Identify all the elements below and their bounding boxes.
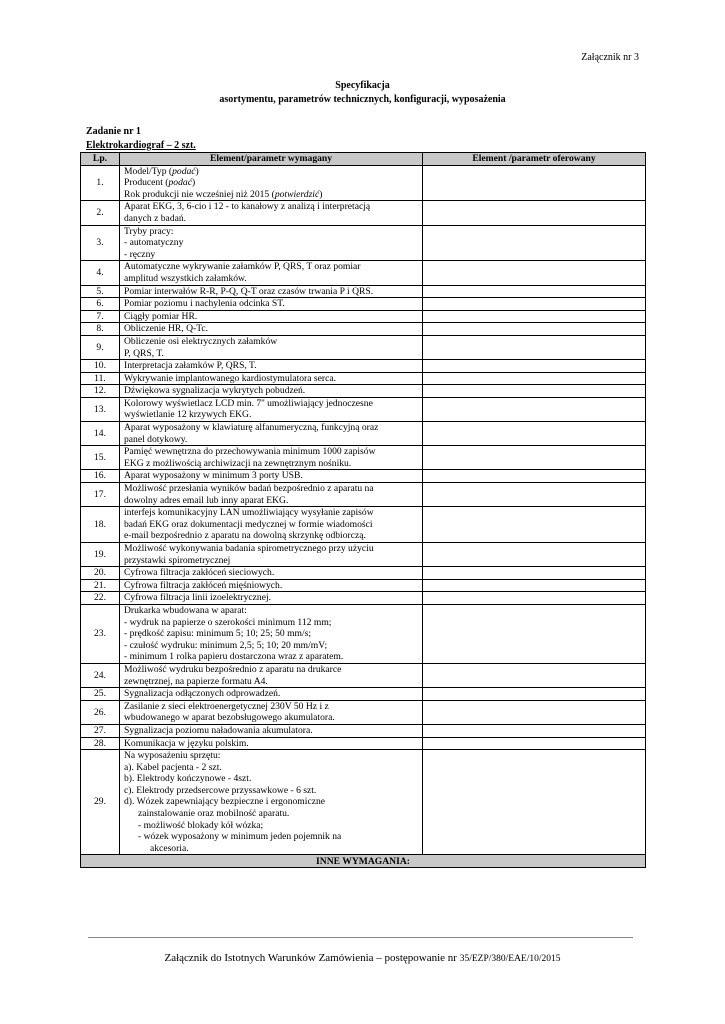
parameter-line	[124, 398, 418, 410]
offered-parameter-cell[interactable]	[423, 298, 646, 311]
parameter-line	[124, 750, 418, 762]
required-parameter	[120, 372, 423, 385]
table-row	[81, 446, 646, 470]
table-row	[81, 507, 646, 543]
parameter-line	[124, 226, 418, 238]
offered-parameter-cell[interactable]	[423, 165, 646, 201]
offered-parameter-cell[interactable]	[423, 225, 646, 261]
text-segment: Aparat wyposażony w minimum 3 porty USB.	[124, 470, 303, 482]
text-segment: badań EKG oraz dokumentacji medycznej w formie wiadomości	[124, 518, 373, 530]
footer-text: Załącznik do Istotnych Warunków Zamówienia – postępowanie nr	[164, 952, 457, 964]
row-number: 7.	[81, 310, 120, 323]
parameter-line	[124, 201, 418, 213]
offered-parameter-cell[interactable]	[423, 543, 646, 567]
required-parameter	[120, 470, 423, 483]
offered-parameter-cell[interactable]	[423, 507, 646, 543]
parameter-line	[124, 820, 418, 832]
parameter-line	[124, 712, 418, 724]
text-segment: e-mail bezpośrednio z aparatu na dowolną skrzynkę odbiorczą.	[124, 530, 366, 542]
table-row	[81, 298, 646, 311]
table-row	[81, 483, 646, 507]
header-offered: Element /parametr oferowany	[423, 153, 646, 166]
table-row	[81, 201, 646, 225]
parameter-line	[124, 261, 418, 273]
row-number: 20.	[81, 567, 120, 580]
text-segment: - wydruk na papierze o szerokości minimum 112 mm;	[124, 616, 332, 628]
table-row	[81, 579, 646, 592]
text-segment: - automatyczny	[124, 237, 184, 249]
required-parameter	[120, 567, 423, 580]
table-row	[81, 543, 646, 567]
required-parameter	[120, 483, 423, 507]
parameter-line	[124, 688, 418, 700]
row-number: 14.	[81, 422, 120, 446]
offered-parameter-cell[interactable]	[423, 360, 646, 373]
task-label: Zadanie nr 1	[86, 126, 141, 137]
parameter-line	[124, 434, 418, 446]
footer-case-number: 35/EZP/380/EAE/10/2015	[459, 954, 561, 964]
required-parameter	[120, 360, 423, 373]
offered-parameter-cell[interactable]	[423, 604, 646, 663]
table-row	[81, 750, 646, 855]
row-number: 4.	[81, 261, 120, 285]
title-line-1: Specyfikacja	[335, 80, 390, 91]
text-segment: Dźwiękowa sygnalizacja wykrytych pobudzeń.	[124, 385, 306, 397]
row-number: 19.	[81, 543, 120, 567]
table-row	[81, 261, 646, 285]
text-segment: akcesoria.	[150, 842, 189, 854]
offered-parameter-cell[interactable]	[423, 397, 646, 421]
text-segment: Sygnalizacja odłączonych odprowadzeń.	[124, 688, 281, 700]
text-segment: Zasilanie z sieci elektroenergetycznej 230V 50 Hz i z	[124, 700, 329, 712]
required-parameter	[120, 592, 423, 605]
text-segment: )	[195, 165, 199, 177]
parameter-line	[124, 213, 418, 225]
table-row	[81, 385, 646, 398]
offered-parameter-cell[interactable]	[423, 567, 646, 580]
row-number: 18.	[81, 507, 120, 543]
offered-parameter-cell[interactable]	[423, 285, 646, 298]
table-row	[81, 700, 646, 724]
parameter-line	[124, 762, 418, 774]
offered-parameter-cell[interactable]	[423, 310, 646, 323]
row-number: 8.	[81, 323, 120, 336]
required-parameter	[120, 700, 423, 724]
parameter-line	[124, 785, 418, 797]
offered-parameter-cell[interactable]	[423, 663, 646, 687]
text-segment: amplitud wszystkich załamków.	[124, 272, 247, 284]
row-number: 24.	[81, 663, 120, 687]
text-segment: - wózek wyposażony w minimum jeden pojemnik na	[138, 831, 342, 843]
row-number: 6.	[81, 298, 120, 311]
text-segment: Możliwość wydruku bezpośrednio z aparatu na drukarce	[124, 663, 342, 675]
offered-parameter-cell[interactable]	[423, 470, 646, 483]
required-parameter	[120, 310, 423, 323]
row-number: 25.	[81, 688, 120, 701]
table-row	[81, 592, 646, 605]
table-row	[81, 567, 646, 580]
required-parameter	[120, 663, 423, 687]
parameter-line	[124, 640, 418, 652]
required-parameter	[120, 579, 423, 592]
table-row	[81, 724, 646, 737]
table-row	[81, 323, 646, 336]
parameter-line	[124, 664, 418, 676]
text-segment: Aparat wyposażony w klawiaturę alfanumeryczną, funkcyjną oraz	[124, 422, 379, 434]
offered-parameter-cell[interactable]	[423, 335, 646, 359]
text-segment: Pomiar interwałów R-R, P-Q, Q-T oraz czasów trwania P i QRS.	[124, 285, 374, 297]
text-segment: c). Elektrody przedsercowe przyssawkowe - 6 szt.	[124, 784, 317, 796]
text-segment: b). Elektrody kończynowe - 4szt.	[124, 773, 252, 785]
header-required: Element/parametr wymagany	[120, 153, 423, 166]
required-parameter	[120, 335, 423, 359]
row-number: 23.	[81, 604, 120, 663]
header-lp: Lp.	[81, 153, 120, 166]
table-row	[81, 335, 646, 359]
text-segment: Cyfrowa filtracja linii izoelektrycznej.	[124, 592, 272, 604]
table-row	[81, 422, 646, 446]
required-parameter	[120, 724, 423, 737]
parameter-line	[124, 348, 418, 360]
row-number: 5.	[81, 285, 120, 298]
row-number: 1.	[81, 165, 120, 201]
parameter-line	[124, 422, 418, 434]
table-row	[81, 604, 646, 663]
parameter-line	[124, 360, 418, 372]
task-heading	[86, 125, 196, 153]
parameter-line	[124, 189, 418, 201]
table-header-row	[81, 153, 646, 166]
text-segment: wbudowanego w aparat bezobsługowego akumulatora.	[124, 712, 335, 724]
parameter-line	[124, 843, 418, 855]
text-segment: P, QRS, T.	[124, 347, 164, 359]
parameter-line	[124, 543, 418, 555]
parameter-line	[124, 519, 418, 531]
required-parameter	[120, 165, 423, 201]
text-segment: interfejs komunikacyjny LAN umożliwiający wysyłanie zapisów	[124, 507, 374, 519]
parameter-line	[124, 273, 418, 285]
device-name: Elektrokardiograf – 2 szt.	[86, 140, 196, 151]
table-row	[81, 360, 646, 373]
row-number: 11.	[81, 372, 120, 385]
table-row	[81, 165, 646, 201]
row-number: 3.	[81, 225, 120, 261]
offered-parameter-cell[interactable]	[423, 737, 646, 750]
text-segment: dowolny adres email lub inny aparat EKG.	[124, 494, 289, 506]
row-number: 17.	[81, 483, 120, 507]
parameter-line	[124, 373, 418, 385]
required-parameter	[120, 201, 423, 225]
parameter-line	[124, 530, 418, 542]
parameter-line	[124, 249, 418, 261]
row-number: 27.	[81, 724, 120, 737]
text-segment: Pomiar poziomu i nachylenia odcinka ST.	[124, 298, 285, 310]
text-segment: Kolorowy wyświetlacz LCD min. 7'' umożliwiający jednoczesne	[124, 397, 373, 409]
parameter-line	[124, 507, 418, 519]
page-footer	[0, 952, 725, 964]
parameter-line	[124, 796, 418, 808]
parameter-line	[124, 592, 418, 604]
parameter-line	[124, 651, 418, 663]
emphasis-text: podać	[168, 177, 192, 189]
text-segment: Komunikacja w języku polskim.	[124, 737, 249, 749]
text-segment: Możliwość wykonywania badania spirometrycznego przy użyciu	[124, 543, 374, 554]
row-number: 26.	[81, 700, 120, 724]
offered-parameter-cell[interactable]	[423, 750, 646, 855]
offered-parameter-cell[interactable]	[423, 201, 646, 225]
text-segment: Sygnalizacja poziomu naładowania akumulatora.	[124, 724, 313, 736]
text-segment: Model/Typ (	[124, 165, 173, 177]
parameter-line	[124, 446, 418, 458]
text-segment: panel dotykowy.	[124, 433, 188, 445]
row-number: 9.	[81, 335, 120, 359]
parameter-line	[124, 237, 418, 249]
offered-parameter-cell[interactable]	[423, 592, 646, 605]
required-parameter	[120, 225, 423, 261]
table-row	[81, 285, 646, 298]
parameter-line	[124, 166, 418, 178]
table-row	[81, 372, 646, 385]
table-row	[81, 470, 646, 483]
parameter-line	[124, 336, 418, 348]
required-parameter	[120, 750, 423, 855]
required-parameter	[120, 446, 423, 470]
text-segment: )	[191, 177, 196, 189]
text-segment: zewnętrznej, na papierze formatu A4.	[124, 675, 268, 687]
offered-parameter-cell[interactable]	[423, 385, 646, 398]
offered-parameter-cell[interactable]	[423, 323, 646, 336]
required-parameter	[120, 385, 423, 398]
text-segment: Interpretacja załamków P, QRS, T.	[124, 360, 257, 372]
text-segment: zainstalowanie oraz mobilność aparatu.	[138, 808, 290, 820]
required-parameter	[120, 688, 423, 701]
text-segment: d). Wózek zapewniający bezpieczne i ergonomiczne	[124, 796, 326, 808]
row-number: 15.	[81, 446, 120, 470]
parameter-line	[124, 628, 418, 640]
parameter-line	[124, 580, 418, 592]
text-segment: wyświetlanie 12 krzywych EKG.	[124, 409, 252, 421]
text-segment: Pamięć wewnętrzna do przechowywania minimum 1000 zapisów	[124, 446, 376, 458]
required-parameter	[120, 261, 423, 285]
offered-parameter-cell[interactable]	[423, 261, 646, 285]
text-segment: Automatyczne wykrywanie załamków P, QRS, T oraz pomiar	[124, 261, 361, 273]
row-number: 13.	[81, 397, 120, 421]
table-row	[81, 397, 646, 421]
document-title	[0, 79, 725, 107]
required-parameter	[120, 737, 423, 750]
parameter-line	[124, 738, 418, 750]
parameter-line	[124, 177, 418, 189]
footer-divider	[88, 937, 633, 938]
text-segment: Producent (	[124, 177, 169, 189]
text-segment: Aparat EKG, 3, 6-cio i 12 - to kanałowy z analizą i interpretacją	[124, 201, 371, 213]
parameter-line	[124, 495, 418, 507]
table-row	[81, 310, 646, 323]
parameter-line	[124, 567, 418, 579]
text-segment: Wykrywanie implantowanego kardiostymulatora serca.	[124, 372, 337, 384]
text-segment: przystawki spirometrycznej	[124, 554, 231, 566]
required-parameter	[120, 422, 423, 446]
text-segment: a). Kabel pacjenta - 2 szt.	[124, 761, 222, 773]
text-segment: Obliczenie HR, Q-Tc.	[124, 323, 209, 335]
required-parameter	[120, 543, 423, 567]
text-segment: danych z badań.	[124, 212, 187, 224]
parameter-line	[124, 831, 418, 843]
parameter-line	[124, 701, 418, 713]
attachment-label: Załącznik nr 3	[581, 52, 639, 63]
other-requirements-label: INNE WYMAGANIA:	[81, 855, 646, 868]
text-segment: Cyfrowa filtracja zakłóceń mięśniowych.	[124, 579, 283, 591]
text-segment: - ręczny	[124, 248, 156, 260]
required-parameter	[120, 285, 423, 298]
parameter-line	[124, 409, 418, 421]
text-segment: - prędkość zapisu: minimum 5; 10; 25; 50 mm/s;	[124, 628, 312, 640]
parameter-line	[124, 808, 418, 820]
parameter-line	[124, 311, 418, 323]
offered-parameter-cell[interactable]	[423, 688, 646, 701]
parameter-line	[124, 483, 418, 495]
table-row	[81, 688, 646, 701]
text-segment: Drukarka wbudowana w aparat:	[124, 604, 247, 616]
text-segment: - minimum 1 rolka papieru dostarczona wraz z aparatem.	[124, 651, 344, 663]
row-number: 21.	[81, 579, 120, 592]
parameter-line	[124, 617, 418, 629]
offered-parameter-cell[interactable]	[423, 579, 646, 592]
offered-parameter-cell[interactable]	[423, 446, 646, 470]
text-segment: Cyfrowa filtracja zakłóceń sieciowych.	[124, 567, 275, 579]
parameter-line	[124, 323, 418, 335]
text-segment: Możliwość przesłania wyników badań bezpośrednio z aparatu na	[124, 483, 374, 495]
offered-parameter-cell[interactable]	[423, 372, 646, 385]
text-segment: EKG z możliwością archiwizacji na zewnętrznym nośniku.	[124, 457, 352, 469]
parameter-line	[124, 385, 418, 397]
specification-table	[80, 152, 646, 868]
row-number: 28.	[81, 737, 120, 750]
table-row	[81, 225, 646, 261]
parameter-line	[124, 298, 418, 310]
parameter-line	[124, 676, 418, 688]
required-parameter	[120, 397, 423, 421]
text-segment: - czułość wydruku: minimum 2,5; 5; 10; 20 mm/mV;	[124, 639, 328, 651]
other-requirements-row	[81, 855, 646, 868]
parameter-line	[124, 458, 418, 470]
row-number: 29.	[81, 750, 120, 855]
required-parameter	[120, 323, 423, 336]
parameter-line	[124, 773, 418, 785]
table-row	[81, 663, 646, 687]
row-number: 22.	[81, 592, 120, 605]
text-segment: Ciągły pomiar HR.	[124, 310, 198, 322]
parameter-line	[124, 725, 418, 737]
row-number: 2.	[81, 201, 120, 225]
parameter-line	[124, 470, 418, 482]
text-segment: Obliczenie osi elektrycznych załamków	[124, 335, 278, 347]
text-segment: Rok produkcji nie wcześniej niż 2015 (	[124, 188, 275, 200]
required-parameter	[120, 604, 423, 663]
title-line-2: asortymentu, parametrów technicznych, konfiguracji, wyposażenia	[219, 94, 506, 105]
text-segment: )	[319, 188, 323, 200]
parameter-line	[124, 605, 418, 617]
offered-parameter-cell[interactable]	[423, 422, 646, 446]
offered-parameter-cell[interactable]	[423, 724, 646, 737]
offered-parameter-cell[interactable]	[423, 700, 646, 724]
table-row	[81, 737, 646, 750]
parameter-line	[124, 555, 418, 567]
emphasis-text: podać	[172, 165, 196, 177]
row-number: 10.	[81, 360, 120, 373]
required-parameter	[120, 507, 423, 543]
emphasis-text: potwierdzić	[274, 188, 320, 200]
required-parameter	[120, 298, 423, 311]
row-number: 16.	[81, 470, 120, 483]
parameter-line	[124, 286, 418, 298]
text-segment: Tryby pracy:	[124, 225, 174, 237]
offered-parameter-cell[interactable]	[423, 483, 646, 507]
text-segment: Na wyposażeniu sprzętu:	[124, 750, 221, 762]
row-number: 12.	[81, 385, 120, 398]
text-segment: - możliwość blokady kół wózka;	[138, 819, 264, 831]
